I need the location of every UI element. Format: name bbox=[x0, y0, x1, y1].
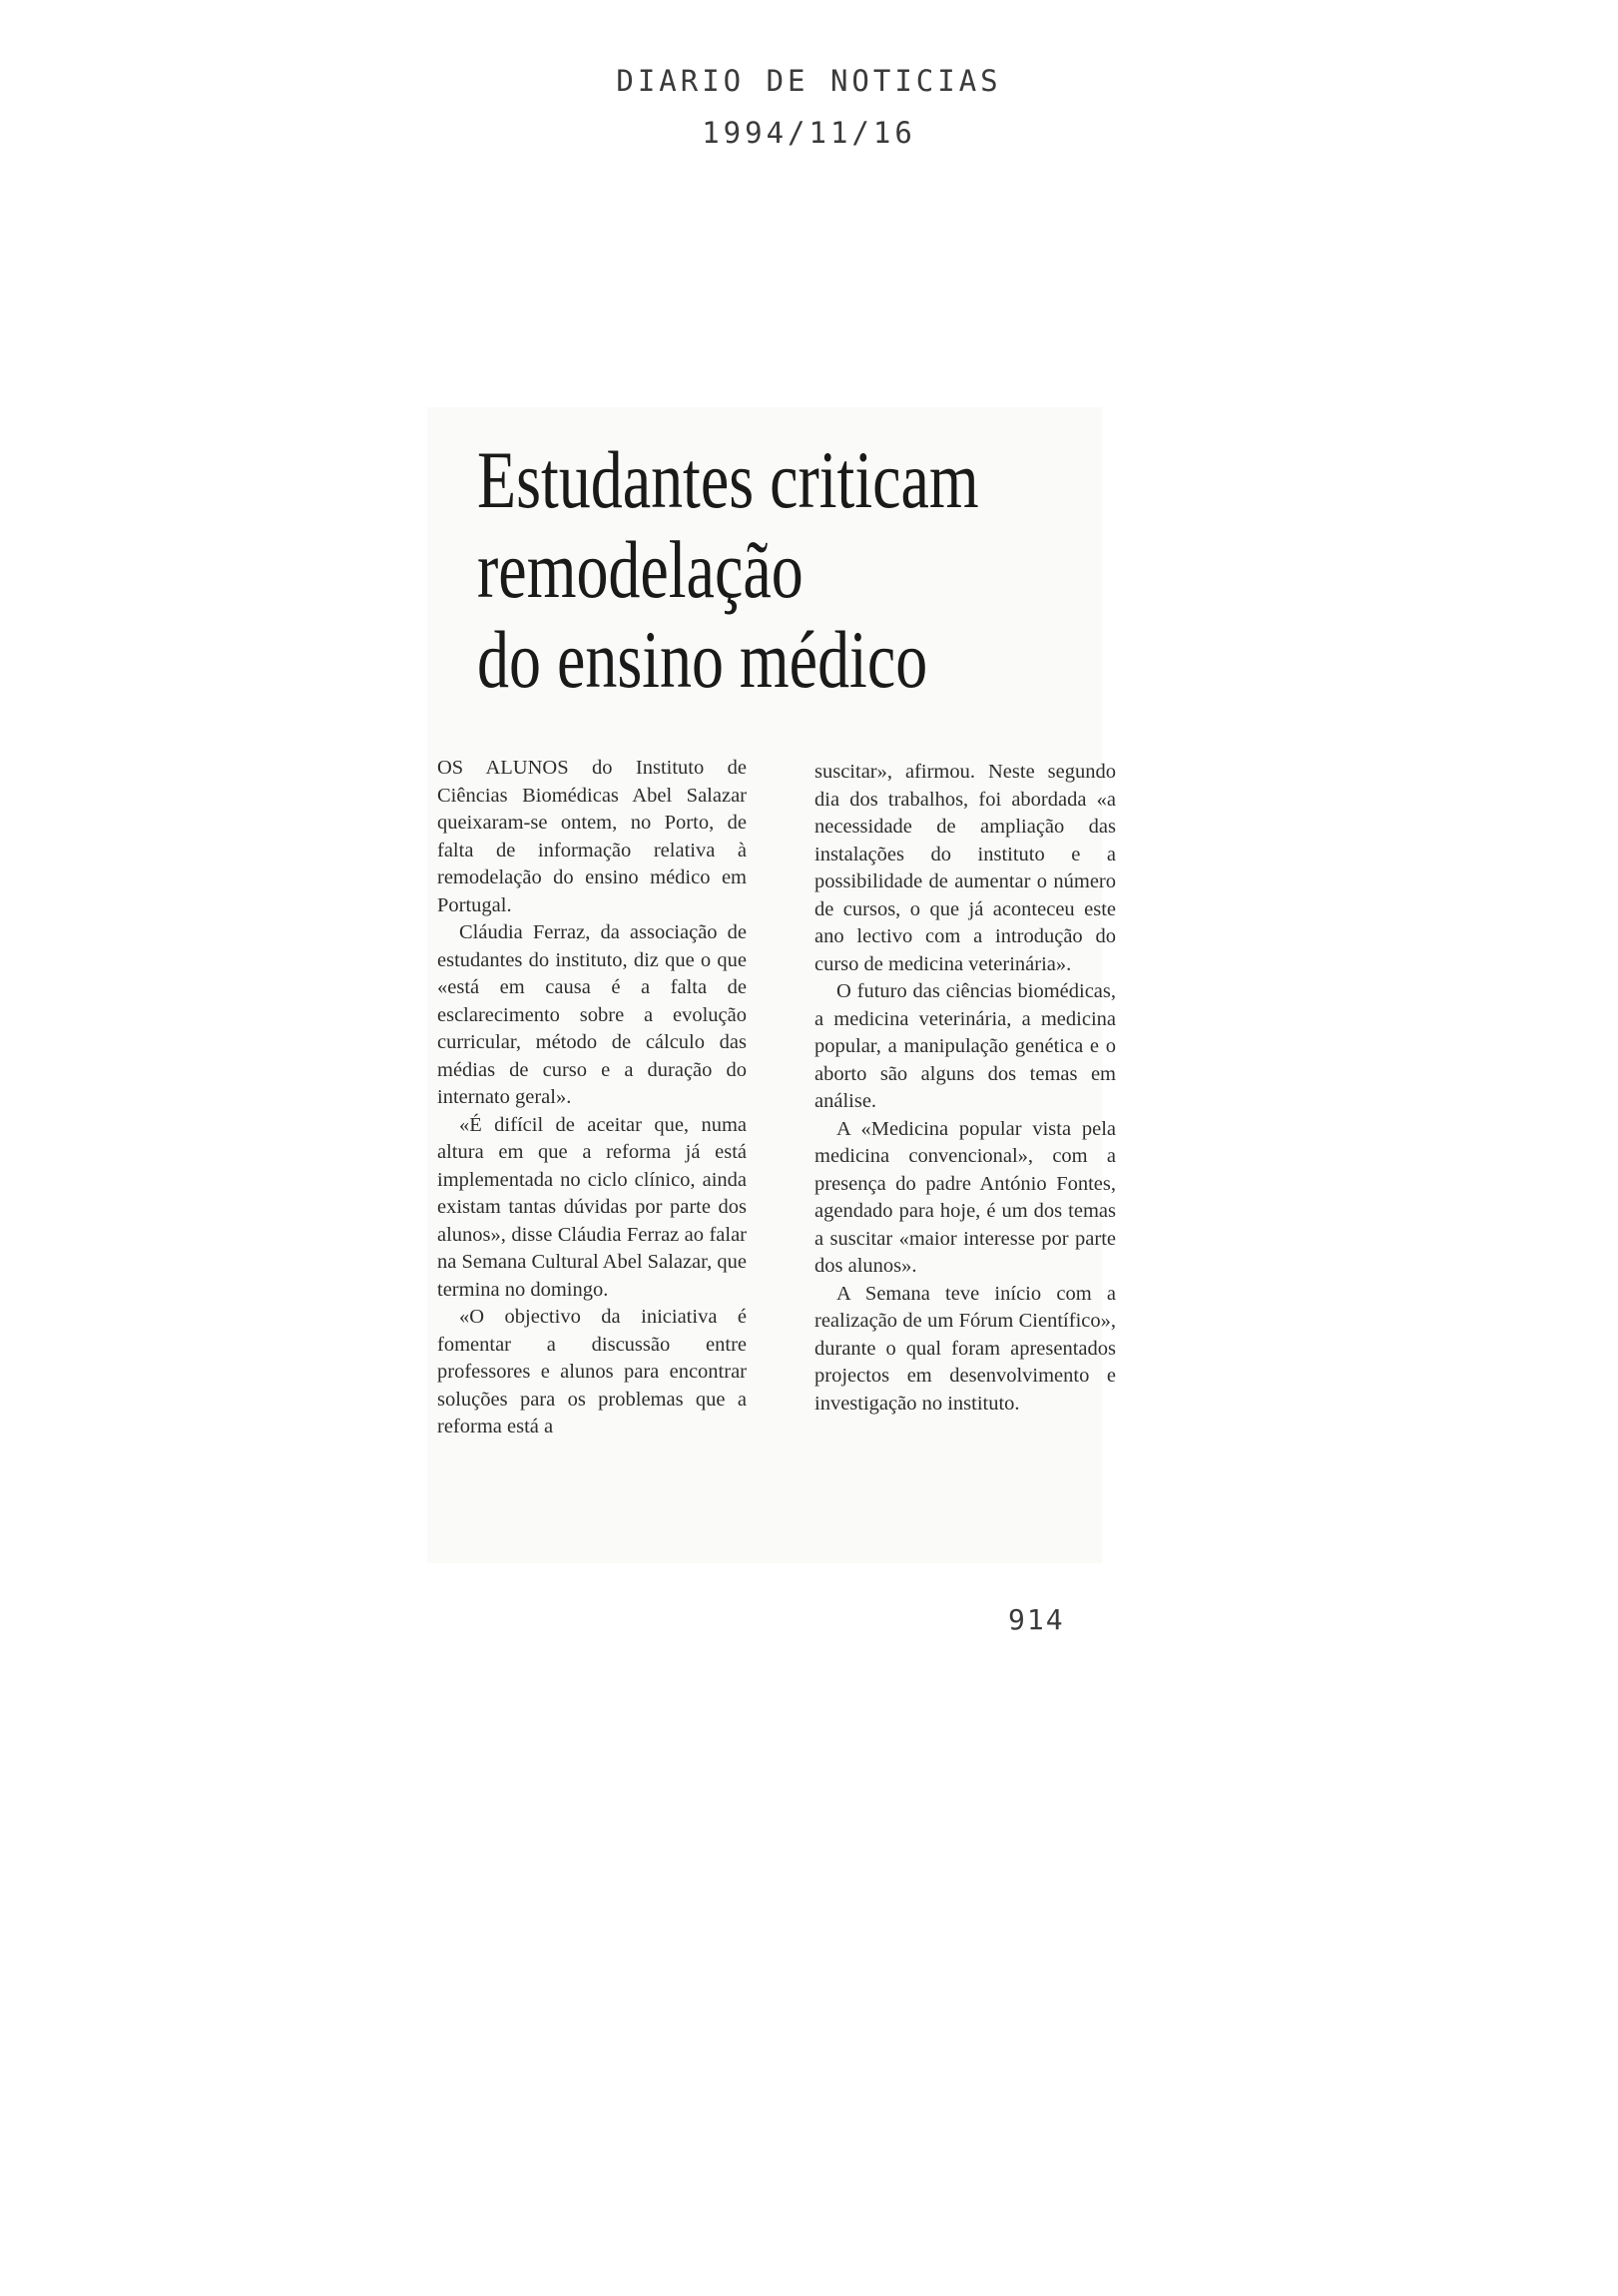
headline-line-1: Estudantes criticam bbox=[477, 434, 979, 525]
article-column-right bbox=[814, 759, 1116, 1418]
article-headline bbox=[477, 434, 979, 705]
article-paragraph: A «Medicina popular vista pela medicina convencional», com a presença do padre António Fontes, agendado para hoje, é um dos temas a suscitar «maior interesse por parte dos alunos». bbox=[814, 1117, 1116, 1277]
article-paragraph: Cláudia Ferraz, da associação de estudantes do instituto, diz que o que «está em causa é a falta de esclarecimento sobre a evolução curricular, método de cálculo das médias de curso e a duração do internato geral». bbox=[437, 921, 747, 1108]
headline-line-3: do ensino médico bbox=[477, 614, 928, 705]
publication-date-stamp: 1994/11/16 bbox=[702, 116, 916, 150]
article-column-left bbox=[437, 755, 747, 1441]
article-paragraph: A Semana teve início com a realização de um Fórum Científico», durante o qual foram apresentados projectos em desenvolvimento e investigação no instituto. bbox=[814, 1282, 1116, 1415]
article-paragraph: O futuro das ciências biomédicas, a medicina veterinária, a medicina popular, a manipulação genética e o aborto são alguns dos temas em análise. bbox=[814, 980, 1116, 1112]
article-paragraph: OS ALUNOS do Instituto de Ciências Biomédicas Abel Salazar queixaram-se ontem, no Porto, de falta de informação relativa à remodelação do ensino médico em Portugal. bbox=[437, 757, 747, 916]
article-paragraph: «O objectivo da iniciativa é fomentar a discussão entre professores e alunos para encontrar soluções para os problemas que a reforma está a bbox=[437, 1306, 747, 1437]
newspaper-source-stamp: DIARIO DE NOTICIAS bbox=[616, 64, 1002, 98]
article-paragraph: «É difícil de aceitar que, numa altura em que a reforma já está implementada no ciclo clínico, ainda existam tantas dúvidas por parte dos alunos», disse Cláudia Ferraz ao falar na Semana Cultural Abel Salazar, que termina no domingo. bbox=[437, 1113, 747, 1301]
headline-line-2: remodelação bbox=[477, 524, 804, 615]
page-number: 914 bbox=[1008, 1603, 1065, 1636]
newspaper-clipping bbox=[427, 407, 1116, 1563]
article-paragraph: suscitar», afirmou. Neste segundo dia dos trabalhos, foi abordada «a necessidade de ampliação das instalações do instituto e a possibilidade de aumentar o número de cursos, o que já aconteceu este ano lectivo com a introdução do curso de medicina veterinária». bbox=[814, 761, 1116, 975]
